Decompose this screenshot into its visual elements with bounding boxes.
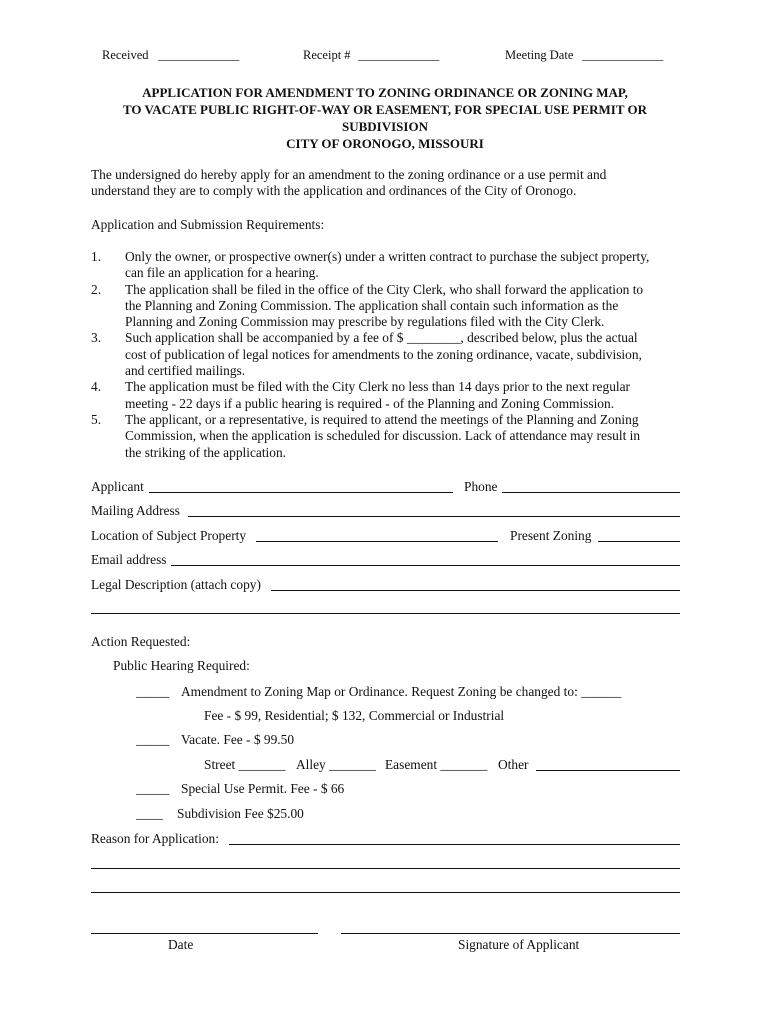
amendment-checkbox-blank[interactable]: _____ [136,684,170,699]
title-line-4: CITY OF ORONOGO, MISSOURI [286,136,484,151]
date-field[interactable] [91,933,318,934]
action-requested-heading: Action Requested: [91,634,191,649]
requirement-line: Commission, when the application is scheduled for discussion. Lack of attendance may result in [125,428,641,444]
reason-label: Reason for Application: [91,831,219,846]
legal-description-label: Legal Description (attach copy) [91,577,261,592]
mailing-address-label: Mailing Address [91,503,180,518]
requirement-item [91,330,680,379]
subject-property-label: Location of Subject Property [91,528,247,543]
applicant-label: Applicant [91,479,144,494]
date-label: Date [168,937,194,952]
requirement-number: 5. [91,411,102,427]
requirement-line: cost of publication of legal notices for amendments to the zoning ordinance, vacate, subdivision, [125,346,642,362]
legal-description-field[interactable] [271,590,680,591]
requirement-number: 1. [91,249,102,264]
title-line-1: APPLICATION FOR AMENDMENT TO ZONING ORDINANCE OR ZONING MAP, [142,85,628,100]
signature-field[interactable] [341,933,680,934]
requirement-number: 4. [91,379,102,395]
requirement-line: meeting - 22 days if a public hearing is required - of the Planning and Zoning Commission. [125,395,615,411]
intro-line-1: The undersigned do hereby apply for an amendment to the zoning ordinance or a use permit and [91,167,607,182]
requirement-line: Such application shall be accompanied by a fee of $ ________, described below, plus the actual [125,330,638,346]
reason-field-line-3[interactable] [91,892,680,893]
meeting-date-blank[interactable]: _____________ [582,48,664,62]
requirement-number: 2. [91,281,102,297]
other-option-field[interactable] [536,770,680,771]
present-zoning-label: Present Zoning [510,528,592,543]
legal-description-field-line-2[interactable] [91,613,680,614]
requirement-item [91,282,680,331]
phone-field[interactable] [502,492,680,493]
applicant-field[interactable] [149,492,453,493]
vacate-option-text: Vacate. Fee - $ 99.50 [181,732,295,747]
subdivision-option-text: Subdivision Fee $25.00 [177,806,304,821]
amendment-option-text: Amendment to Zoning Map or Ordinance. Request Zoning be changed to: ______ [181,684,622,699]
requirement-line: and certified mailings. [125,363,246,379]
phone-label: Phone [464,479,498,494]
title-line-2: TO VACATE PUBLIC RIGHT-OF-WAY OR EASEMENT, FOR SPECIAL USE PERMIT OR [122,102,648,117]
email-field[interactable] [171,565,680,566]
public-hearing-label: Public Hearing Required: [113,658,250,673]
receipt-label: Receipt # [303,48,351,62]
reason-field-line-2[interactable] [91,868,680,869]
office-use-row [0,47,770,63]
email-label: Email address [91,552,167,567]
receipt-blank[interactable]: _____________ [358,48,440,62]
reason-field[interactable] [229,844,680,845]
requirement-line: The application must be filed with the City Clerk no less than 14 days prior to the next regular [125,379,631,395]
requirement-item [91,379,680,412]
subdivision-checkbox-blank[interactable]: ____ [136,806,163,821]
requirement-line: Only the owner, or prospective owner(s) under a written contract to purchase the subject property, [125,249,650,264]
subject-property-field[interactable] [256,541,498,542]
mailing-address-field[interactable] [188,516,680,517]
title-line-3: SUBDIVISION [342,119,428,134]
requirement-item [91,249,680,282]
requirements-heading: Application and Submission Requirements: [91,217,325,232]
signature-label: Signature of Applicant [458,937,580,952]
requirement-line: The application shall be filed in the office of the City Clerk, who shall forward the application to [125,281,644,297]
form-title [91,84,679,152]
intro-paragraph [91,167,680,200]
received-label: Received [102,48,149,62]
requirement-line: the striking of the application. [125,444,287,460]
requirements-list [91,249,680,461]
requirement-line: can file an application for a hearing. [125,265,319,281]
special-use-checkbox-blank[interactable]: _____ [136,781,170,796]
meeting-date-label: Meeting Date [505,48,574,62]
other-option-label: Other [498,757,529,772]
requirement-line: Planning and Zoning Commission may prescribe by regulations filed with the City Clerk. [125,314,605,330]
alley-option[interactable]: Alley _______ [296,757,376,772]
amendment-fee-text: Fee - $ 99, Residential; $ 132, Commercial or Industrial [204,708,505,723]
special-use-option-text: Special Use Permit. Fee - $ 66 [181,781,345,796]
received-blank[interactable]: _____________ [158,48,240,62]
requirement-line: the Planning and Zoning Commission. The application shall contain such information as the [125,297,619,313]
requirement-line: The applicant, or a representative, is required to attend the meetings of the Planning and Zoning [125,411,639,427]
requirement-number: 3. [91,330,102,346]
easement-option[interactable]: Easement _______ [385,757,488,772]
vacate-checkbox-blank[interactable]: _____ [136,732,170,747]
present-zoning-field[interactable] [598,541,680,542]
requirement-item [91,412,680,461]
intro-line-2: understand they are to comply with the application and ordinances of the City of Oronogo. [91,183,577,199]
street-option[interactable]: Street _______ [204,757,286,772]
